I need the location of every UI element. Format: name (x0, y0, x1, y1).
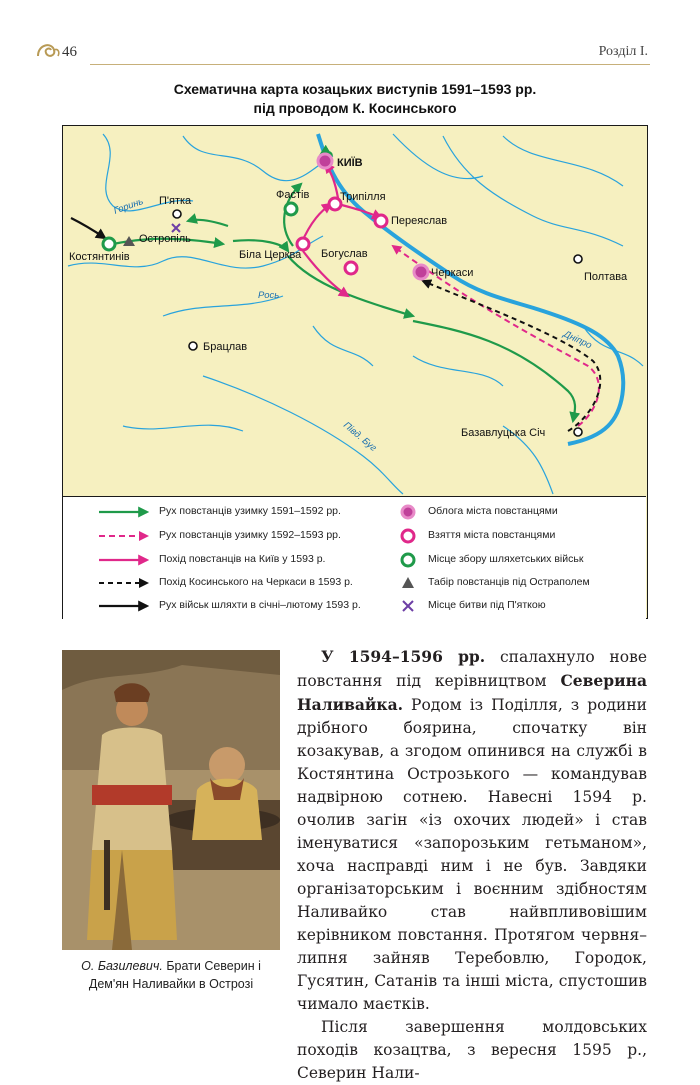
siege-dot-icon (402, 506, 414, 518)
city-bazavluk: Базавлуцька Січ (461, 427, 546, 439)
map (62, 125, 648, 619)
ornament-icon (34, 36, 62, 64)
map-legend (63, 496, 646, 619)
legend-label-5: Рух військ шляхти в січні–лютому 1593 р. (159, 599, 361, 611)
piatka-marker (173, 210, 181, 218)
p1-part-b: Родом із Поділля, з родини дрібного боярина, спочатку він козакував, а згодом опинився на службі в Костянтина Острозького — командував надвірною сотнею. Навесні 1594 р. очолив загін «із охочих людей» і став іменуватися «запорозьким гетьманом», хоча насправді ним і не був. Завдяки організаторським і воєнним здібностям Наливайко став найвпливовішим керівником повстання. Протягом червня–липня зайняв Теребовлю, Городок, Гусятин, Сатанів та інші міста, спустошив чимало маєтків. (297, 696, 647, 1013)
painting-image (62, 650, 280, 950)
route-black-arrow (71, 218, 105, 238)
battle-cross-icon (172, 224, 180, 232)
caption-text: Брати Северин і Дем'ян Наливайки в Острозі (88, 959, 261, 991)
header-divider (90, 64, 650, 65)
p1-name: Северина Наливайка. (297, 671, 647, 714)
city-pereiaslav: Переяслав (391, 215, 448, 227)
city-kyiv: КИЇВ (337, 157, 363, 169)
city-bila-tserkva: Біла Церква (239, 249, 302, 261)
cherkasy-siege-marker (414, 265, 428, 279)
gathering-ring-icon (402, 554, 414, 566)
page-header (0, 0, 700, 70)
figure-caption (62, 957, 280, 993)
river-dnipro: Дніпро (561, 328, 594, 352)
city-piatka: П'ятка (159, 195, 192, 207)
pereiaslav-capture-marker (375, 215, 387, 227)
city-bratslav: Брацлав (203, 341, 248, 353)
legend-label-2: Рух повстанців узимку 1592–1593 рр. (159, 529, 341, 541)
bohuslav-capture-marker (345, 262, 357, 274)
camp-triangle-icon (402, 577, 414, 588)
bazavluk-marker (574, 428, 582, 436)
river-ros: Рось (258, 290, 280, 301)
map-title-line1: Схематична карта козацьких виступів 1591–1593 рр. (173, 81, 537, 97)
p1-date: У 1594–1596 рр. (321, 647, 486, 666)
city-fastiv: Фастів (276, 189, 310, 201)
page-number: 46 (62, 44, 77, 60)
legend-label-4: Похід Косинського на Черкаси в 1593 р. (159, 576, 353, 588)
battle-cross-legend-icon (403, 601, 413, 611)
paragraph-2: Після завершення молдовських походів козацтва, з вересня 1595 р., Северин Нали- (297, 1018, 647, 1082)
section-label: Розділ I. (598, 44, 648, 59)
fastiv-gathering-marker (285, 203, 297, 215)
bratslav-marker (189, 342, 197, 350)
legend-label-6: Облога міста повстанцями (428, 505, 558, 517)
dnipro-river (318, 134, 623, 444)
city-poltava: Полтава (584, 271, 628, 283)
legend-label-9: Табір повстанців під Остраполем (428, 576, 590, 588)
kostiantyniv-gathering-marker (103, 238, 115, 250)
city-kostiantyniv: Костянтинів (69, 251, 130, 263)
kyiv-siege-marker (318, 154, 332, 168)
legend-label-3: Похід повстанців на Київ у 1593 р. (159, 553, 326, 565)
legend-label-8: Місце збору шляхетських військ (428, 553, 584, 565)
city-bohuslav: Богуслав (321, 248, 368, 260)
river-pivd-buh: Півд. Буг (341, 419, 379, 454)
legend-label-10: Місце битви під П'яткою (428, 599, 546, 611)
p1-part-a: спалахнуло нове повстання під керівництвом (297, 648, 647, 690)
legend-label-7: Взяття міста повстанцями (428, 529, 556, 541)
painting-illustration (62, 650, 280, 950)
city-ostropil: Остропіль (139, 233, 191, 245)
map-canvas (63, 126, 646, 496)
city-cherkasy: Черкаси (431, 267, 474, 279)
map-title (60, 80, 650, 118)
poltava-marker (574, 255, 582, 263)
river-horyn: Горинь (112, 195, 145, 217)
city-trypillia: Трипілля (340, 191, 386, 203)
map-title-line2: під проводом К. Косинського (253, 100, 457, 116)
legend-label-1: Рух повстанців узимку 1591–1592 рр. (159, 505, 341, 517)
main-text (297, 645, 647, 1085)
caption-author: О. Базилевич. (81, 959, 163, 973)
capture-ring-icon (402, 530, 414, 542)
paragraph-1 (297, 645, 647, 1016)
